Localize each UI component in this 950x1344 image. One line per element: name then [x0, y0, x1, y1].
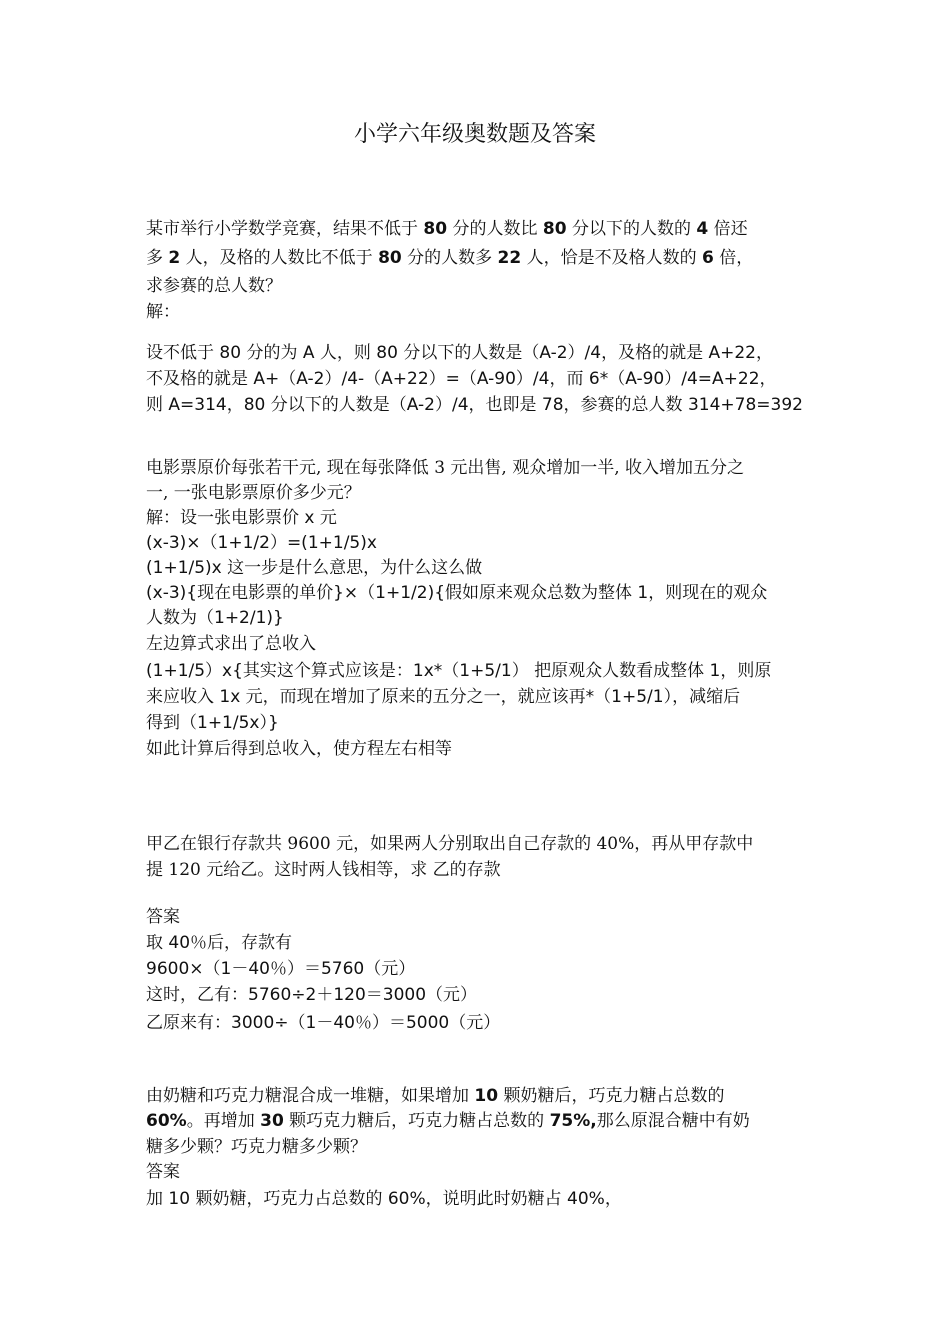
- problem2-question-line2: 一, 一张电影票原价多少元？: [146, 483, 361, 503]
- problem2-solution-line10: 如此计算后得到总收入，使方程左右相等: [146, 739, 452, 759]
- problem2-solution-line8: 来应收入 1x 元，而现在增加了原来的五分之一，就应该再*（1+5/1），减缩后: [146, 687, 741, 707]
- problem2-solution-line5: 人数为（1+2/1)}: [146, 608, 284, 628]
- problem4-question-line3: 糖多少颗？巧克力糖多少颗？: [146, 1137, 367, 1157]
- problem4-answer-line1: 加 10 颗奶糖，巧克力占总数的 60%，说明此时奶糖占 40%，: [146, 1189, 622, 1209]
- problem3-answer-line2: 9600×（1－40％）＝5760（元）: [146, 959, 416, 979]
- problem2-question-line1: 电影票原价每张若干元, 现在每张降低 3 元出售, 观众增加一半, 收入增加五分之: [146, 458, 745, 478]
- problem1-solution-line3: 则 A=314，80 分以下的人数是（A-2）/4，也即是 78，参赛的总人数 314+78=392: [146, 395, 803, 415]
- problem3-answer-line1: 取 40％后，存款有: [146, 933, 293, 953]
- problem3-answer-label: 答案: [146, 907, 180, 927]
- problem3-question-line2: 提 120 元给乙。这时两人钱相等，求 乙的存款: [146, 860, 501, 880]
- problem2-solution-line2: (x-3)×（1+1/2）=(1+1/5)x: [146, 533, 377, 553]
- problem3-answer-line3: 这时，乙有：5760÷2＋120＝3000（元）: [146, 985, 478, 1005]
- problem4-question-line1: 由奶糖和巧克力糖混合成一堆糖，如果增加 10 颗奶糖后，巧克力糖占总数的: [146, 1086, 725, 1106]
- problem1-question-line2: 多 2 人，及格的人数比不低于 80 分的人数多 22 人，恰是不及格人数的 6 倍，: [146, 248, 754, 268]
- problem4-question-line2: 60%。再增加 30 颗巧克力糖后，巧克力糖占总数的 75%,那么原混合糖中有奶: [146, 1111, 750, 1131]
- problem2-solution-line9: 得到（1+1/5x）}: [146, 713, 279, 733]
- problem1-solution-line2: 不及格的就是 A+（A-2）/4-（A+22）=（A-90）/4，而 6*（A-90）/4=A+22，: [146, 369, 777, 389]
- problem3-question-line1: 甲乙在银行存款共 9600 元，如果两人分别取出自己存款的 40%，再从甲存款中: [146, 834, 754, 854]
- problem2-solution-line4: (x-3){现在电影票的单价}×（1+1/2){假如原来观众总数为整体 1，则现在的观众: [146, 583, 768, 603]
- document-title: 小学六年级奥数题及答案: [353, 122, 596, 147]
- problem1-question-line3: 求参赛的总人数？: [146, 276, 282, 296]
- problem2-solution-line1: 解：设一张电影票价 x 元: [146, 508, 337, 528]
- problem1-solution-label: 解：: [146, 302, 180, 322]
- problem2-solution-line3: (1+1/5)x 这一步是什么意思，为什么这么做: [146, 558, 483, 578]
- problem1-question-line1: 某市举行小学数学竞赛，结果不低于 80 分的人数比 80 分以下的人数的 4 倍还: [146, 219, 748, 239]
- problem1-solution-line1: 设不低于 80 分的为 A 人，则 80 分以下的人数是（A-2）/4，及格的就是 A+22，: [146, 343, 773, 363]
- problem2-solution-line7: (1+1/5）x{其实这个算式应该是：1x*（1+5/1） 把原观众人数看成整体 1，则原: [146, 661, 772, 681]
- problem4-answer-label: 答案: [146, 1162, 180, 1182]
- problem2-solution-line6: 左边算式求出了总收入: [146, 634, 316, 654]
- problem3-answer-line4: 乙原来有：3000÷（1－40％）＝5000（元）: [146, 1013, 501, 1033]
